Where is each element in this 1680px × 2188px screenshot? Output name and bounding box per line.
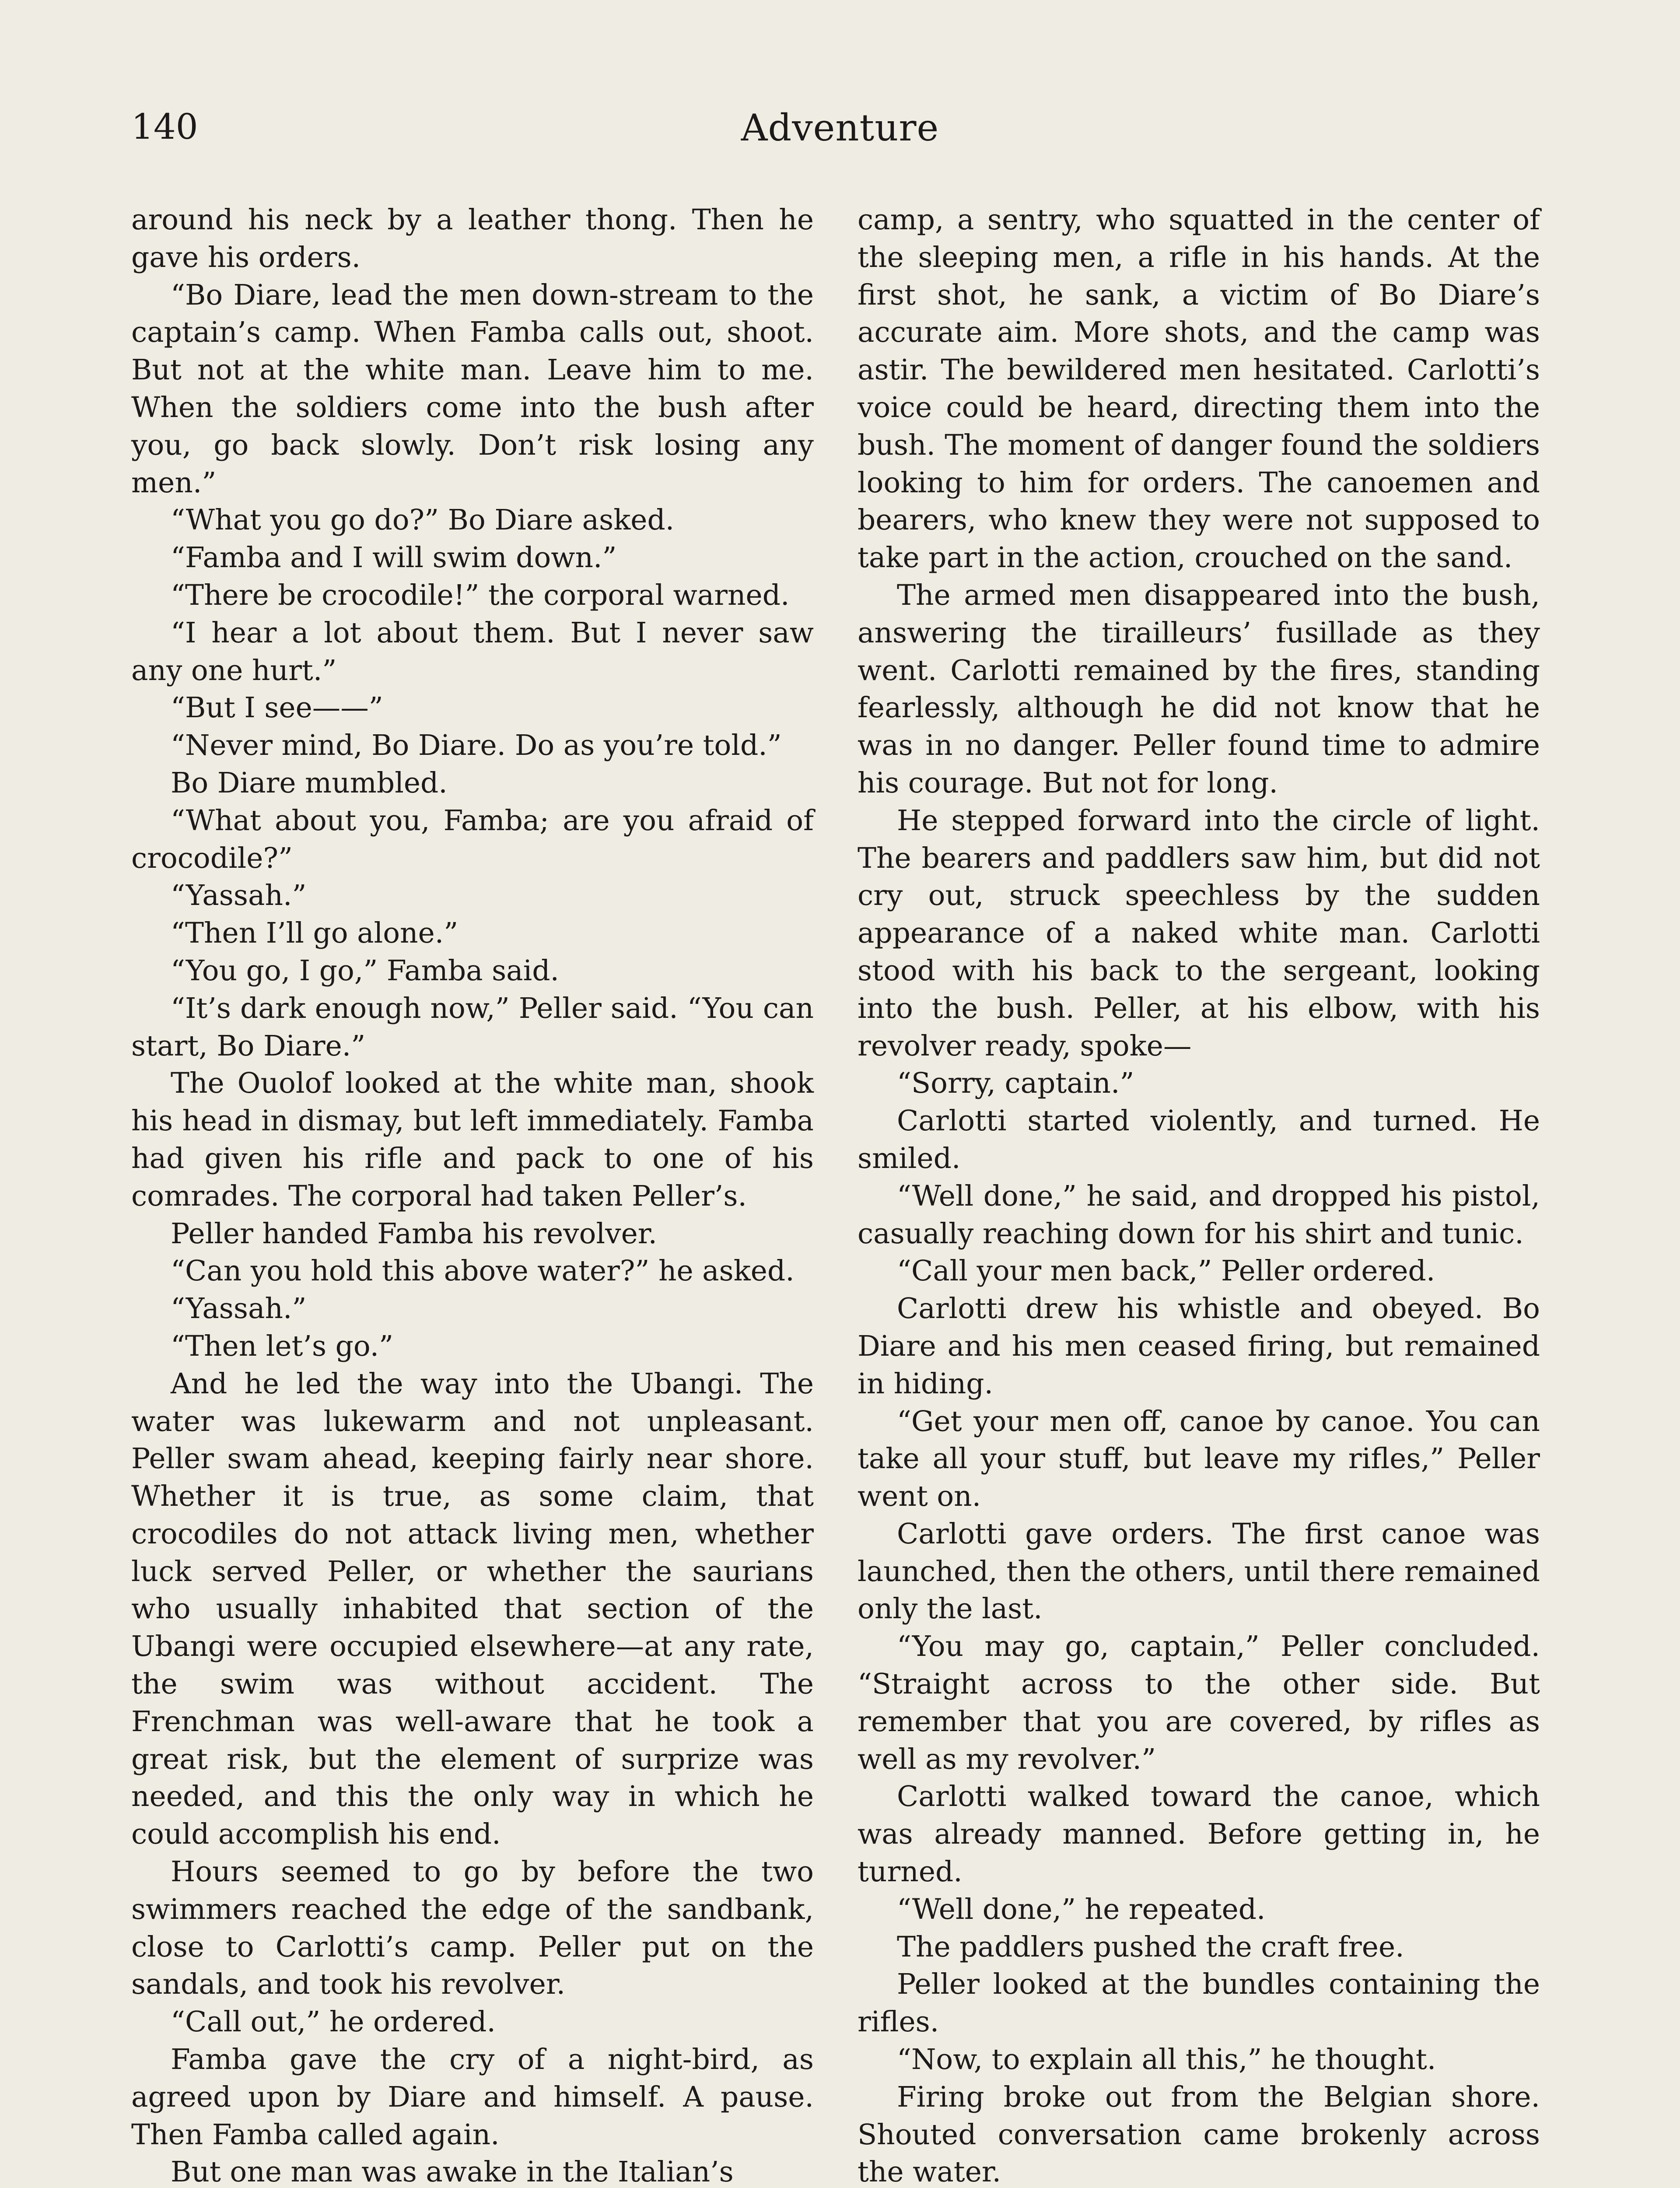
paragraph: “Well done,” he said, and dropped his pistol, casually reaching down for his shirt and tunic. bbox=[858, 1179, 1540, 1250]
paragraph: Firing broke out from the Belgian shore. Shouted conversation came brokenly across the water. bbox=[858, 2080, 1540, 2188]
paragraph: “You may go, captain,” Peller concluded. “Straight across to the other side. But remember that you are covered, by rifles as well as my revolver.” bbox=[858, 1630, 1540, 1776]
paragraph: “Can you hold this above water?” he asked. bbox=[171, 1255, 794, 1288]
paragraph: around his neck by a leather thong. Then he gave his orders. bbox=[131, 203, 814, 274]
paragraph: “Well done,” he repeated. bbox=[897, 1893, 1266, 1926]
paragraph: He stepped forward into the circle of light. The bearers and paddlers saw him, but did not cry out, struck speechless by the sudden appearance of a naked white man. Carlotti stood with his back to the sergeant, looking into the bush. Peller, at his elbow, with his revolver ready, spoke— bbox=[858, 804, 1540, 1062]
paragraph: “But I see——” bbox=[171, 691, 383, 725]
paragraph: “Yassah.” bbox=[171, 879, 307, 912]
paragraph: Peller handed Famba his revolver. bbox=[171, 1217, 657, 1250]
paragraph: Peller looked at the bundles containing the rifles. bbox=[858, 1968, 1540, 2039]
left-column bbox=[131, 201, 814, 2188]
paragraph: Carlotti started violently, and turned. He smiled. bbox=[858, 1105, 1540, 1175]
paragraph: “Never mind, Bo Diare. Do as you’re told.” bbox=[171, 729, 782, 762]
paragraph: Carlotti walked toward the canoe, which was already manned. Before getting in, he turned. bbox=[858, 1780, 1540, 1889]
paragraph: The armed men disappeared into the bush, answering the tirailleurs’ fusillade as they went. Carlotti remained by the fires, standing fearlessly, although he did not know that he was in no danger. Peller found time to admire his courage. But not for long. bbox=[858, 579, 1540, 799]
paragraph: “Get your men off, canoe by canoe. You can take all your stuff, but leave my rifles,” Peller went on. bbox=[858, 1405, 1540, 1513]
paragraph: And he led the way into the Ubangi. The water was lukewarm and not unpleasant. Peller swam ahead, keeping fairly near shore. Whether it is true, as some claim, that crocodiles do not attack living men, whether luck served Peller, or whether the saurians who usually inhabited that section of the Ubangi were occupied elsewhere—at any rate, the swim was without accident. The Frenchman was well-aware that he took a great risk, but the element of surprize was needed, and this the only way in which he could accomplish his end. bbox=[131, 1367, 814, 1851]
paragraph: “I hear a lot about them. But I never saw any one hurt.” bbox=[131, 616, 814, 687]
paragraph: “Famba and I will swim down.” bbox=[171, 541, 617, 575]
paragraph: “Call your men back,” Peller ordered. bbox=[897, 1255, 1435, 1288]
paragraph: “Bo Diare, lead the men down-stream to the captain’s camp. When Famba calls out, shoot. But not at the white man. Leave him to me. When the soldiers come into the bush after you, go back slowly. Don’t risk losing any men.” bbox=[131, 278, 814, 499]
paragraph: “What you go do?” Bo Diare asked. bbox=[171, 504, 675, 537]
paragraph: “Now, to explain all this,” he thought. bbox=[897, 2043, 1436, 2076]
paragraph: Carlotti gave orders. The first canoe was launched, then the others, until there remained only the last. bbox=[858, 1517, 1540, 1626]
paragraph: camp, a sentry, who squatted in the center of the sleeping men, a rifle in his hands. At the first shot, he sank, a victim of Bo Diare’s accurate aim. More shots, and the camp was astir. The bewildered men hesitated. Carlotti’s voice could be heard, directing them into the bush. The moment of danger found the soldiers looking to him for orders. The canoemen and bearers, who knew they were not supposed to take part in the action, crouched on the sand. bbox=[858, 203, 1540, 575]
paragraph: “It’s dark enough now,” Peller said. “You can start, Bo Diare.” bbox=[131, 992, 814, 1062]
paragraph: The paddlers pushed the craft free. bbox=[897, 1930, 1404, 1964]
page-number: 140 bbox=[131, 106, 198, 147]
paragraph: “Then I’ll go alone.” bbox=[171, 917, 458, 950]
paragraph: “What about you, Famba; are you afraid of crocodile?” bbox=[131, 804, 814, 875]
paragraph: Bo Diare mumbled. bbox=[171, 766, 448, 799]
paragraph: But one man was awake in the Italian’s bbox=[171, 2156, 734, 2188]
paragraph: “Sorry, captain.” bbox=[897, 1067, 1134, 1100]
paragraph: “Then let’s go.” bbox=[171, 1329, 394, 1363]
paragraph: Famba gave the cry of a night-bird, as agreed upon by Diare and himself. A pause. Then Famba called again. bbox=[131, 2043, 814, 2151]
right-column bbox=[858, 201, 1540, 2188]
running-title: Adventure bbox=[741, 106, 939, 149]
paragraph: Carlotti drew his whistle and obeyed. Bo Diare and his men ceased firing, but remained in hiding. bbox=[858, 1292, 1540, 1400]
paragraph: “There be crocodile!” the corporal warned. bbox=[171, 579, 790, 612]
paragraph: The Ouolof looked at the white man, shook his head in dismay, but left immediately. Famba had given his rifle and pack to one of his comrades. The corporal had taken Peller’s. bbox=[131, 1067, 814, 1213]
paragraph: “You go, I go,” Famba said. bbox=[171, 954, 560, 987]
paragraph: “Yassah.” bbox=[171, 1292, 307, 1325]
paragraph: Hours seemed to go by before the two swimmers reached the edge of the sandbank, close to Carlotti’s camp. Peller put on the sandals, and took his revolver. bbox=[131, 1855, 814, 2001]
paragraph: “Call out,” he ordered. bbox=[171, 2006, 496, 2039]
